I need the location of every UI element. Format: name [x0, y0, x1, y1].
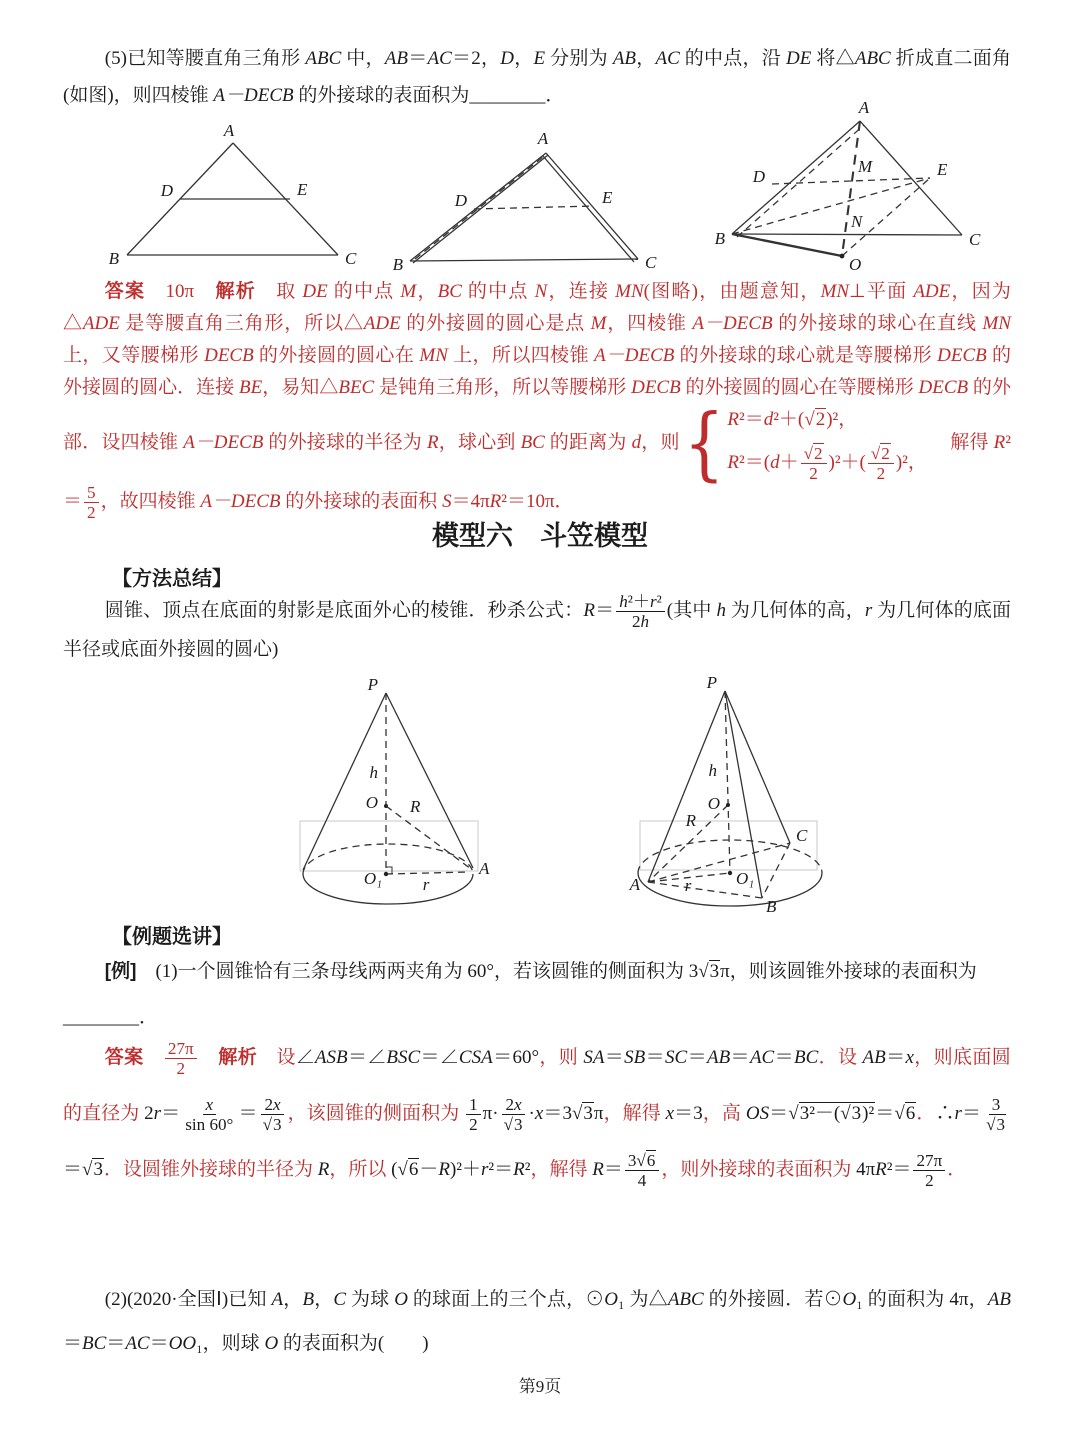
fig3-label-A: A — [858, 98, 870, 117]
figure-folded-pyramid — [715, 98, 981, 274]
cone2-label-R: R — [685, 811, 696, 830]
fig3-label-E: E — [937, 160, 948, 179]
cone2-label-C: C — [796, 826, 808, 845]
cone1-label-O1: O₁ — [363, 869, 382, 888]
cone1-label-h: h — [369, 763, 378, 782]
fig2-label-A: A — [537, 129, 549, 148]
cone2-label-h: h — [708, 761, 717, 780]
fig3-label-N: N — [851, 212, 863, 231]
method-summary-label: 【方法总结】 — [112, 568, 232, 590]
fig2-label-D: D — [454, 191, 467, 210]
cone1-label-A: A — [479, 859, 490, 878]
fig3-label-C: C — [969, 230, 981, 249]
fig1-label-A: A — [223, 121, 235, 140]
figure-unfolded-triangle — [109, 121, 357, 268]
fig2-label-B: B — [392, 255, 403, 274]
figure-row-triangles — [85, 96, 1005, 281]
cone1-label-R: R — [410, 797, 421, 816]
cone2-label-B: B — [766, 897, 777, 916]
fig2-label-E: E — [602, 188, 613, 207]
question-5: (5)已知等腰直角三角形 ABC 中，AB＝AC＝2，D，E 分别为 AB，AC 的中点，沿 DE 将△ABC 折成直二面角(如图)，则四棱锥 A－DECB 的外接球的表面积为________． — [63, 48, 1011, 106]
fig2-label-C: C — [645, 253, 657, 272]
fig3-label-O: O — [849, 255, 862, 274]
example-1-answer: 答案 $\frac{27\pi}{2}$ 解析 设∠ASB＝∠BSC＝∠CSA＝60°，则 SA＝SB＝SC＝AB＝AC＝BC．设 AB＝x，则底面圆的直径为 2r＝ $\frac{x}{\sin 60^\circ}$ ＝ $\frac{2x}{√3}$ ，该圆锥的侧面积为 $\frac{1}{2}$ π· $\frac{2x}{√3}$ ·x＝3√3π，解得 x＝3，高 OS＝√3²－(√3)²＝√6．∴r＝ $\frac{3}{√3}$ ＝√3．设圆锥外接球的半径为 R，所以 (√6－R)²＋r²＝R²，解得 R＝ $\frac{3√6}{4}$ ，则外接球的表面积为 4πR²＝ $\frac{27\pi}{2}$ ． — [63, 1039, 1011, 1191]
fig1-label-D: D — [160, 181, 173, 200]
cone1-label-P: P — [367, 676, 378, 694]
cone1-label-r: r — [422, 875, 430, 894]
fig1-label-B: B — [108, 249, 119, 268]
fig3-label-B: B — [714, 229, 725, 248]
figure-cone-pyramid-inscribed-sphere — [629, 676, 822, 916]
cone2-label-P: P — [706, 676, 717, 692]
fig3-label-M: M — [858, 157, 873, 176]
example-1: [例] (1)一个圆锥恰有三条母线两两夹角为 60°，若该圆锥的侧面积为 3√3π，则该圆锥外接球的表面积为 — [104, 961, 977, 982]
fig1-label-C: C — [345, 249, 357, 268]
figure-cone-inscribed-sphere — [300, 676, 490, 904]
cone2-label-r: r — [684, 876, 692, 895]
figure-folding-triangle — [393, 129, 657, 274]
example-2: (2)(2020·全国Ⅰ)已知 A，B，C 为球 O 的球面上的三个点，⊙O₁ 为△ABC 的外接圆．若⊙O₁ 的面积为 4π，AB＝BC＝AC＝OO₁，则球 O 的表面积为( ) — [63, 1289, 1011, 1354]
cone1-label-O: O — [365, 793, 378, 812]
section-heading: 模型六 斗笠模型 — [432, 521, 648, 551]
example-section-label: 【例题选讲】 — [112, 926, 232, 948]
figure-row-cones — [260, 676, 840, 926]
answer-blank: ________． — [63, 1007, 159, 1028]
cone2-label-O: O — [707, 794, 720, 813]
fig3-label-D: D — [752, 167, 765, 186]
cone2-label-A: A — [629, 875, 640, 894]
page-number: 第9页 — [518, 1377, 562, 1396]
method-summary: 圆锥、顶点在底面的射影是底面外心的棱锥．秒杀公式：R＝ $\frac{\text{h²＋r²}}{2h}$ (其中 h 为几何体的高，r 为几何体的底面半径或底面外接圆的圆心) — [63, 592, 1011, 661]
fig1-label-E: E — [297, 180, 308, 199]
answer-5: 答案 10π 解析 取 DE 的中点 M，BC 的中点 N，连接 MN(图略)，由题意知，MN⊥平面 ADE，因为△ADE 是等腰直角三角形，所以△ADE 的外接圆的圆心是点 M，四棱锥 A－DECB 的外接球的球心在直线 MN 上，又等腰梯形 DECB 的外接圆的圆心在 MN 上，所以四棱锥 A－DECB 的外接球的球心就是等腰梯形 DECB 的外接圆的圆心．连接 BE，易知△BEC 是钝角三角形，所以等腰梯形 DECB 的外接圆的圆心在等腰梯形 DECB 的外部．设四棱锥 A－DECB 的外接球的半径为 R，球心到 BC 的距离为 d，则 { R²＝d²＋(√2)²， R²＝(d＋ $\frac{√2}{2}$ )²＋( $\frac{√2}{2}$ )²， 解得 R²＝ $\frac{5}{2}$ ，故四棱锥 A－DECB 的外接球的表面积 S＝4πR²＝10π． — [63, 281, 1011, 523]
cone2-label-O1: O₁ — [736, 869, 755, 888]
